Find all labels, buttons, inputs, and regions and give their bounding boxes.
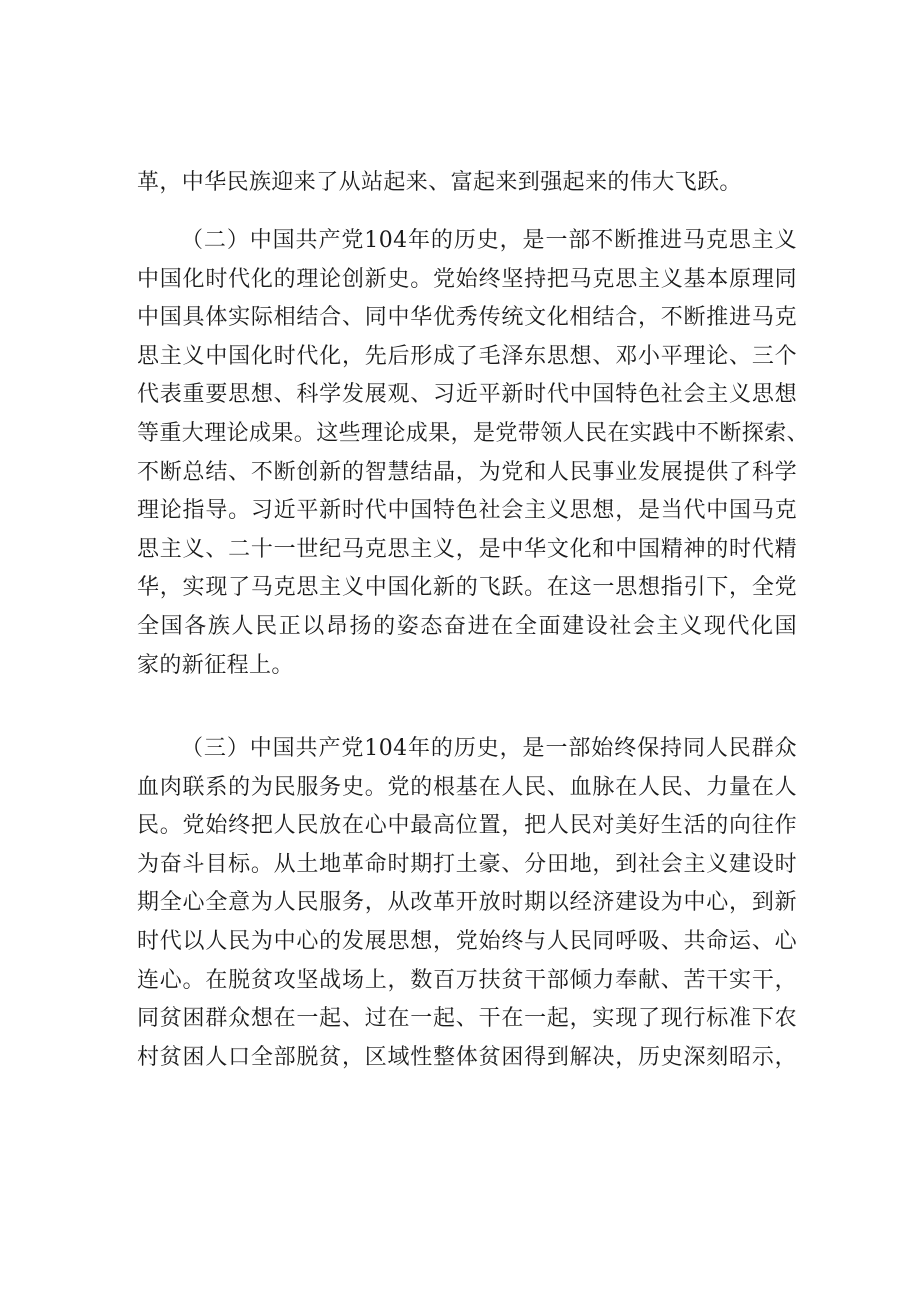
text-line: 血肉联系的为民服务史。党的根基在人民、血脉在人民、力量在人 <box>137 774 797 800</box>
text-line: 中国具体实际相结合、同中华优秀传统文化相结合，不断推进马克 <box>137 305 797 331</box>
text-line: 中国化时代化的理论创新史。党始终坚持把马克思主义基本原理同 <box>137 266 797 292</box>
text-line: 华，实现了马克思主义中国化新的飞跃。在这一思想指引下，全党 <box>137 575 797 601</box>
text-line: 等重大理论成果。这些理论成果，是党带领人民在实践中不断探索、 <box>137 420 810 446</box>
text-line: 不断总结、不断创新的智慧结晶，为党和人民事业发展提供了科学 <box>137 459 797 485</box>
text-line: 思主义中国化时代化，先后形成了毛泽东思想、邓小平理论、三个 <box>137 343 797 369</box>
paragraph-continuation <box>137 164 797 203</box>
text-line: 理论指导。习近平新时代中国特色社会主义思想，是当代中国马克 <box>137 498 797 524</box>
text-line: （三）中国共产党104年的历史，是一部始终保持同人民群众 <box>181 736 797 761</box>
paragraph-theory-innovation <box>137 222 810 685</box>
text-line: 村贫困人口全部脱贫，区域性整体贫困得到解决，历史深刻昭示， <box>137 1044 797 1070</box>
text-line: （二）中国共产党104年的历史，是一部不断推进马克思主义 <box>181 228 797 253</box>
text-line: 连心。在脱贫攻坚战场上，数百万扶贫干部倾力奉献、苦干实干， <box>137 967 797 993</box>
text-line: 民。党始终把人民放在心中最高位置，把人民对美好生活的向往作 <box>137 813 797 839</box>
text-line: 思主义、二十一世纪马克思主义，是中华文化和中国精神的时代精 <box>137 536 797 562</box>
paragraph-serve-people <box>137 730 797 1077</box>
text-line: 为奋斗目标。从土地革命时期打土豪、分田地，到社会主义建设时 <box>137 851 797 877</box>
text-line: 时代以人民为中心的发展思想，党始终与人民同呼吸、共命运、心 <box>137 928 797 954</box>
text-line: 家的新征程上。 <box>137 652 294 678</box>
text-line: 代表重要思想、科学发展观、习近平新时代中国特色社会主义思想 <box>137 382 797 408</box>
text-line: 全国各族人民正以昂扬的姿态奋进在全面建设社会主义现代化国 <box>137 613 797 639</box>
text-line: 同贫困群众想在一起、过在一起、干在一起，实现了现行标准下农 <box>137 1006 797 1032</box>
text-line: 革，中华民族迎来了从站起来、富起来到强起来的伟大飞跃。 <box>137 170 742 195</box>
text-line: 期全心全意为人民服务，从改革开放时期以经济建设为中心，到新 <box>137 890 797 916</box>
